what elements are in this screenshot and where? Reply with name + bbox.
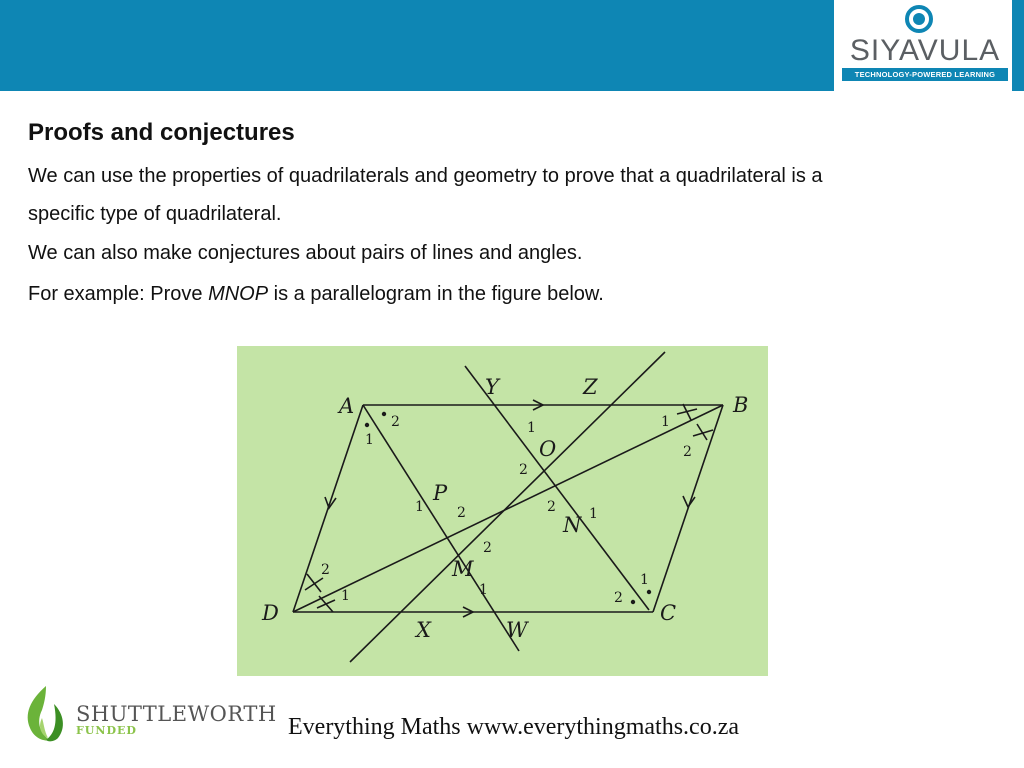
- point-y-label: Y: [485, 375, 499, 399]
- angle-dot-a2: [382, 412, 386, 416]
- point-d-label: D: [262, 601, 279, 625]
- bisector-d: [293, 405, 723, 612]
- point-z-label: Z: [583, 375, 598, 399]
- angle-label-o1: 1: [527, 420, 536, 436]
- example-emphasis: MNOP: [208, 283, 269, 305]
- siyavula-ring-icon: [905, 5, 933, 33]
- bisector-c: [465, 366, 649, 610]
- shuttleworth-logo: [20, 684, 277, 744]
- paragraph-line-3: We can also make conjectures about pairs of lines and angles.: [28, 242, 583, 264]
- point-o-label: O: [539, 437, 557, 461]
- bisector-a: [363, 405, 519, 651]
- bisector-b: [350, 352, 665, 662]
- example-prefix: For example: Prove: [28, 283, 209, 305]
- angle-label-c2: 2: [614, 590, 623, 606]
- angle-label-c1: 1: [640, 572, 649, 588]
- point-p-label: P: [433, 481, 448, 505]
- point-w-label: W: [506, 618, 528, 642]
- angle-dot-c2: [631, 600, 635, 604]
- angle-dot-c1: [647, 590, 651, 594]
- angle-label-m1: 1: [479, 582, 488, 598]
- angle-label-p2: 2: [457, 505, 466, 521]
- slide-title: Proofs and conjectures: [28, 119, 295, 146]
- angle-label-p1: 1: [415, 499, 424, 515]
- point-m-label: M: [452, 557, 474, 581]
- funder-name: SHUTTLEWORTH: [76, 702, 277, 726]
- side-bc: [653, 405, 723, 612]
- arrow-bc: [683, 496, 695, 507]
- footer-text: Everything Maths www.everythingmaths.co.za: [288, 714, 739, 740]
- geometry-diagram: [237, 346, 768, 676]
- brand-tagline: TECHNOLOGY-POWERED LEARNING: [842, 68, 1008, 81]
- parallelogram-figure: [237, 346, 768, 676]
- side-da: [293, 405, 363, 612]
- brand-name: SIYAVULA: [849, 34, 1001, 67]
- example-suffix: is a parallelogram in the figure below.: [268, 283, 604, 305]
- angle-label-m2: 2: [483, 540, 492, 556]
- angle-label-b2: 2: [683, 444, 692, 460]
- point-a-label: A: [339, 394, 355, 418]
- angle-label-d1: 1: [341, 588, 350, 604]
- angle-dot-a1: [365, 423, 369, 427]
- paragraph-line-2: specific type of quadrilateral.: [28, 203, 282, 225]
- point-b-label: B: [733, 393, 749, 417]
- paragraph-line-4: [28, 283, 604, 306]
- angle-label-b1: 1: [661, 414, 670, 430]
- angle-label-a1: 1: [365, 432, 374, 448]
- angle-label-o2: 2: [519, 462, 528, 478]
- flame-icon: [20, 684, 70, 744]
- angle-label-n1: 1: [589, 506, 598, 522]
- point-n-label: N: [563, 513, 582, 537]
- funder-sub: FUNDED: [76, 724, 137, 737]
- point-x-label: X: [416, 618, 431, 642]
- paragraph-line-1: We can use the properties of quadrilaterals and geometry to prove that a quadrilateral is a: [28, 165, 823, 187]
- angle-label-n2: 2: [547, 499, 556, 515]
- angle-label-d2: 2: [321, 562, 330, 578]
- siyavula-logo: [834, 0, 1012, 91]
- angle-label-a2: 2: [391, 414, 400, 430]
- point-c-label: C: [660, 601, 677, 625]
